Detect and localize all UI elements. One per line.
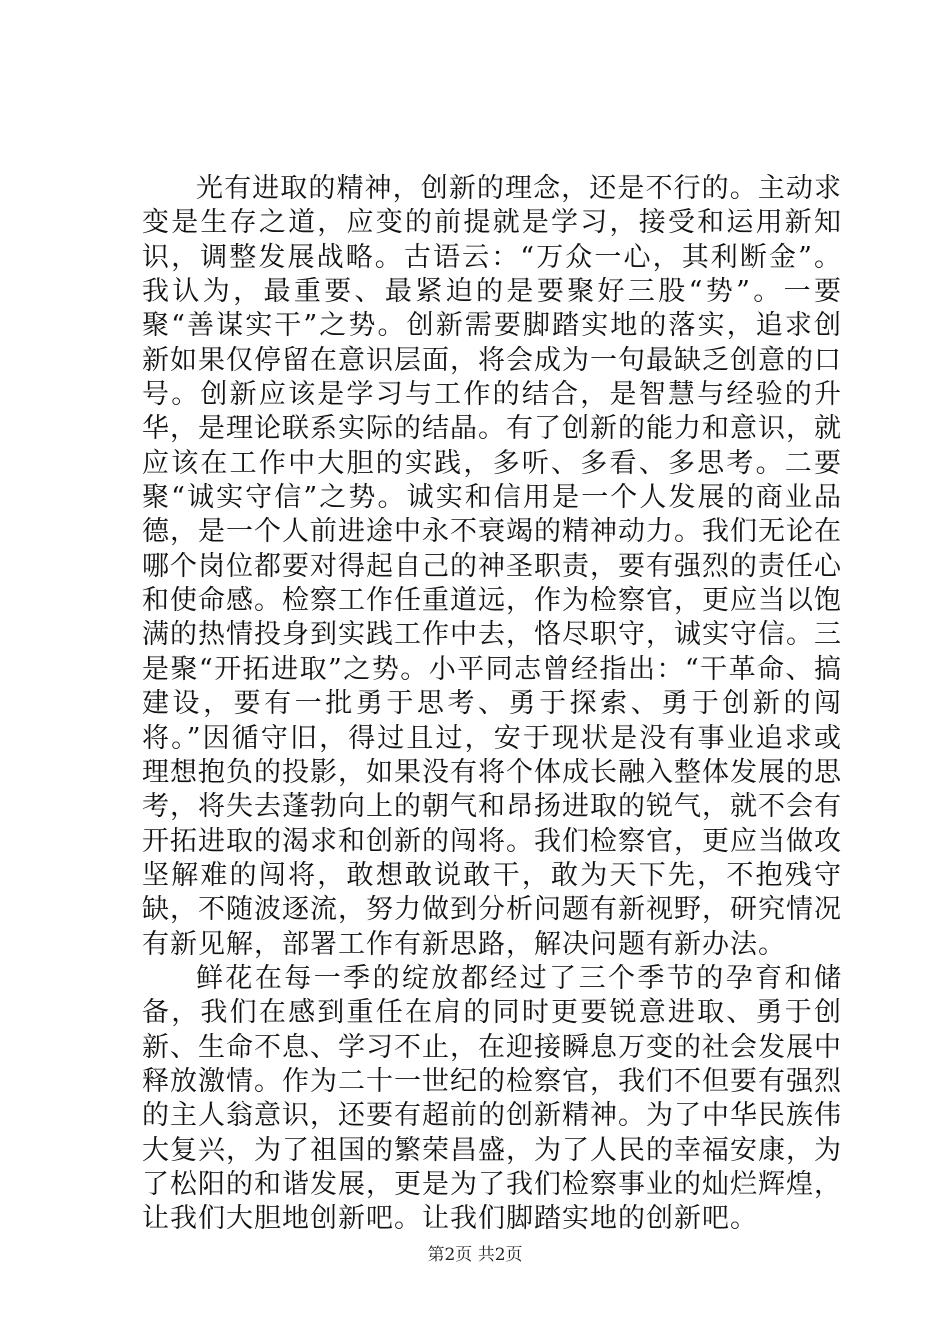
page-footer — [0, 1244, 950, 1266]
page-number-indicator: 第2页 共2页 — [427, 1245, 523, 1265]
paragraph-1: 光有进取的精神，创新的理念，还是不行的。主动求变是生存之道，应变的前提就是学习，接受和运用新知识，调整发展战略。古语云：“万众一心，其利断金”。我认为，最重要、最紧迫的是要聚好三股“势”。一要聚“善谋实干”之势。创新需要脚踏实地的落实，追求创新如果仅停留在意识层面，将会成为一句最缺乏创意的口号。创新应该是学习与工作的结合，是智慧与经验的升华，是理论联系实际的结晶。有了创新的能力和意识，就应该在工作中大胆的实践，多听、多看、多思考。二要聚“诚实守信”之势。诚实和信用是一个人发展的商业品德，是一个人前进途中永不衰竭的精神动力。我们无论在哪个岗位都要对得起自己的神圣职责，要有强烈的责任心和使命感。检察工作任重道远，作为检察官，更应当以饱满的热情投身到实践工作中去，恪尽职守，诚实守信。三是聚“开拓进取”之势。小平同志曾经指出：“干革命、搞建设，要有一批勇于思考、勇于探索、勇于创新的闯将。”因循守旧，得过且过，安于现状是没有事业追求或理想抱负的投影，如果没有将个体成长融入整体发展的思考，将失去蓬勃向上的朝气和昂扬进取的锐气，就不会有开拓进取的渴求和创新的闯将。我们检察官，更应当做攻坚解难的闯将，敢想敢说敢干，敢为天下先，不抱残守缺，不随波逐流，努力做到分析问题有新视野，研究情况有新见解，部署工作有新思路，解决问题有新办法。 — [142, 173, 842, 960]
paragraph-2: 鲜花在每一季的绽放都经过了三个季节的孕育和储备，我们在感到重任在肩的同时更要锐意进取、勇于创新、生命不息、学习不止，在迎接瞬息万变的社会发展中释放激情。作为二十一世纪的检察官，我们不但要有强烈的主人翁意识，还要有超前的创新精神。为了中华民族伟大复兴，为了祖国的繁荣昌盛，为了人民的幸福安康，为了松阳的和谐发展，更是为了我们检察事业的灿烂辉煌，让我们大胆地创新吧。让我们脚踏实地的创新吧。 — [142, 962, 842, 1235]
document-body — [142, 172, 842, 1237]
